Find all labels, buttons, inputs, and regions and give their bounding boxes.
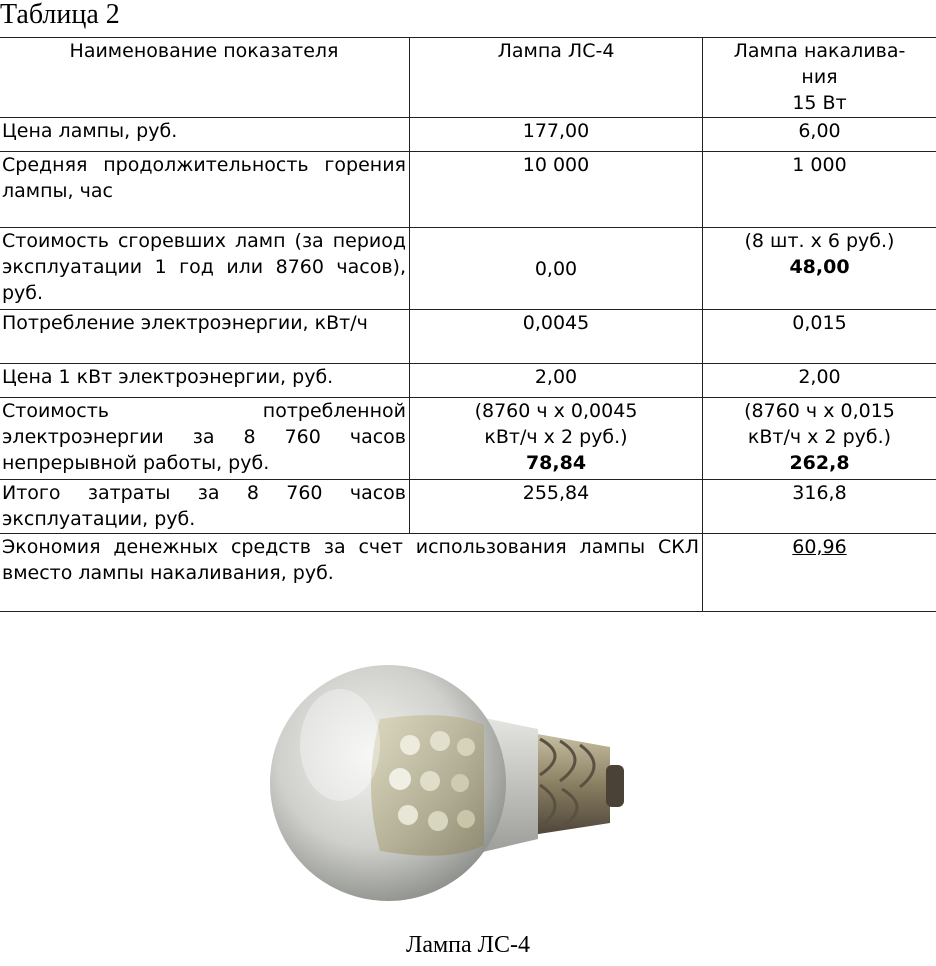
savings-row bbox=[0, 534, 936, 612]
table-row bbox=[0, 118, 936, 152]
header-row bbox=[0, 38, 936, 118]
led-value: 2,00 bbox=[410, 364, 703, 398]
row-label: Итого затраты за 8 760 часов эксплуатации, руб. bbox=[0, 480, 410, 534]
table-row bbox=[0, 152, 936, 228]
header-indicator: Наименование показателя bbox=[0, 38, 410, 118]
header-incandescent bbox=[703, 38, 936, 118]
led-value bbox=[410, 228, 703, 310]
led-value: 78,84 bbox=[525, 452, 587, 474]
header-incandescent-line3: 15 Вт bbox=[792, 92, 847, 114]
savings-label: Экономия денежных средств за счет использования лампы СКЛ вместо лампы накаливания, руб. bbox=[0, 534, 703, 612]
led-value-text: 0,00 bbox=[534, 257, 578, 280]
led-cluster bbox=[371, 715, 484, 856]
incandescent-note-line1: (8760 ч х 0,015 bbox=[744, 400, 895, 422]
incandescent-value: 6,00 bbox=[703, 118, 936, 152]
incandescent-value: 262,8 bbox=[789, 452, 850, 474]
photo-caption: Лампа ЛС-4 bbox=[406, 932, 530, 958]
screw-base bbox=[532, 733, 624, 835]
table-row bbox=[0, 398, 936, 480]
led-value: 0,0045 bbox=[410, 310, 703, 364]
led-value: 177,00 bbox=[410, 118, 703, 152]
incandescent-value: 48,00 bbox=[789, 256, 850, 278]
savings-cell bbox=[703, 534, 936, 612]
led-value: 255,84 bbox=[410, 480, 703, 534]
row-label: Цена лампы, руб. bbox=[0, 118, 410, 152]
row-label: Цена 1 кВт электроэнергии, руб. bbox=[0, 364, 410, 398]
header-incandescent-line2: ния bbox=[801, 66, 838, 88]
incandescent-cell bbox=[703, 398, 936, 480]
savings-value: 60,96 bbox=[792, 536, 847, 558]
header-incandescent-line1: Лампа накалива- bbox=[733, 40, 906, 62]
table-row bbox=[0, 228, 936, 310]
incandescent-value: 0,015 bbox=[703, 310, 936, 364]
row-label: Стоимость потребленной электроэнергии за 8 760 часов непрерывной работы, руб. bbox=[0, 398, 410, 480]
led-note-line2: кВт/ч х 2 руб.) bbox=[484, 426, 628, 448]
row-label: Средняя продолжительность горения лампы, час bbox=[0, 152, 410, 228]
led-value: 10 000 bbox=[410, 152, 703, 228]
row-label: Стоимость сгоревших ламп (за период эксплуатации 1 год или 8760 часов), руб. bbox=[0, 228, 410, 310]
incandescent-note-line2: кВт/ч х 2 руб.) bbox=[747, 426, 892, 448]
led-cell bbox=[410, 398, 703, 480]
table-row bbox=[0, 480, 936, 534]
table-row bbox=[0, 364, 936, 398]
incandescent-value: 2,00 bbox=[703, 364, 936, 398]
led-note-line1: (8760 ч х 0,0045 bbox=[474, 400, 638, 422]
comparison-table bbox=[0, 37, 936, 612]
incandescent-value: 316,8 bbox=[703, 480, 936, 534]
row-label: Потребление электроэнергии, кВт/ч bbox=[0, 310, 410, 364]
table-row bbox=[0, 310, 936, 364]
incandescent-value: 1 000 bbox=[703, 152, 936, 228]
led-bulb-image bbox=[270, 655, 628, 905]
header-led: Лампа ЛС-4 bbox=[410, 38, 703, 118]
incandescent-note: (8 шт. х 6 руб.) bbox=[744, 230, 895, 252]
table-title: Таблица 2 bbox=[0, 0, 120, 30]
incandescent-cell bbox=[703, 228, 936, 310]
